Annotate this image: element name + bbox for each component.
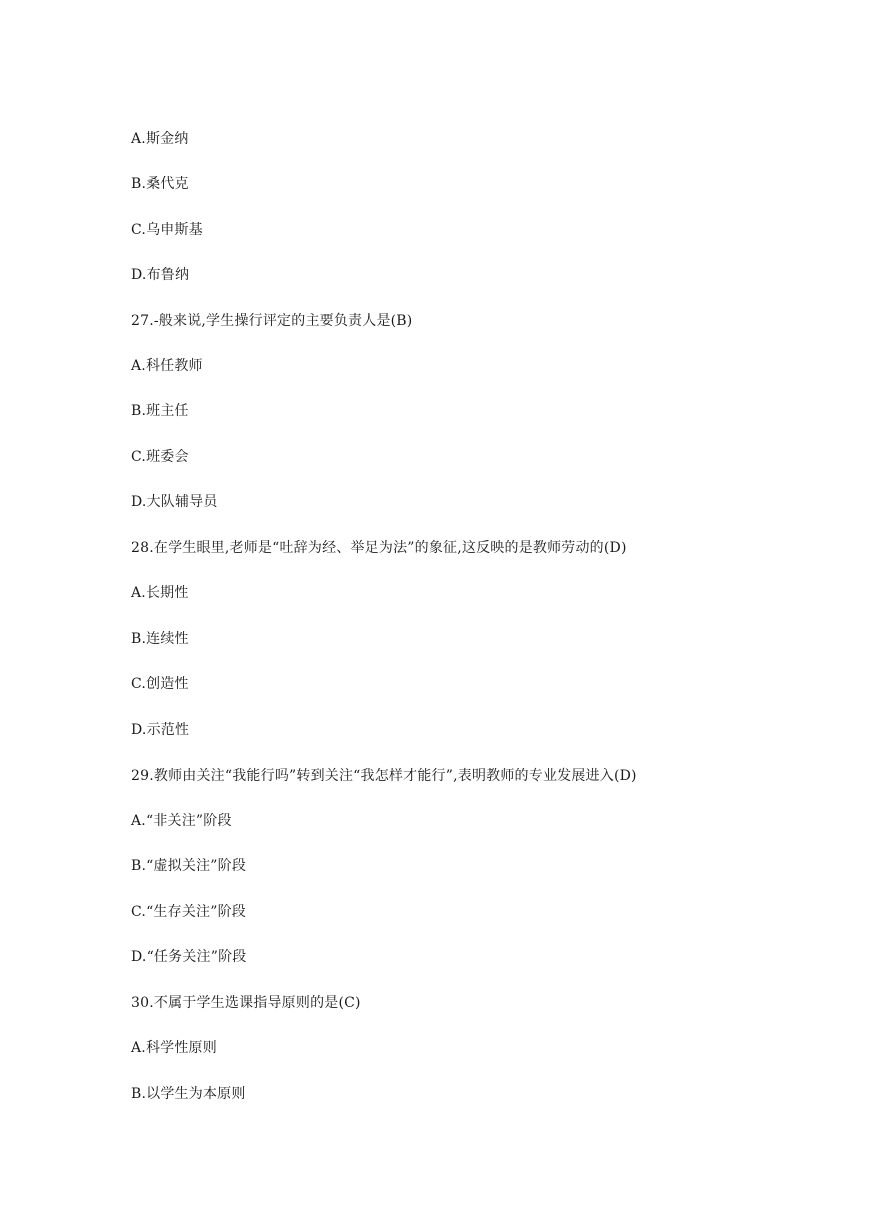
- option-b-q28: B.连续性: [131, 631, 189, 647]
- option-b-q29: B.“虚拟关注”阶段: [131, 858, 247, 874]
- question-29: 29.教师由关注“我能行吗”转到关注“我怎样才能行”,表明教师的专业发展进入(D): [131, 768, 637, 784]
- option-b-q30: B.以学生为本原则: [131, 1086, 246, 1102]
- option-d-q27: D.大队辅导员: [131, 494, 218, 510]
- question-30: 30.不属于学生选课指导原则的是(C): [131, 995, 361, 1011]
- option-d-q26: D.布鲁纳: [131, 267, 190, 283]
- option-d-q28: D.示范性: [131, 722, 190, 738]
- option-b-q26: B.桑代克: [131, 176, 189, 192]
- option-c-q29: C.“生存关注”阶段: [131, 904, 246, 920]
- option-a-q30: A.科学性原则: [131, 1040, 217, 1056]
- option-a-q26: A.斯金纳: [131, 131, 189, 147]
- option-c-q27: C.班委会: [131, 449, 189, 465]
- option-a-q29: A.“非关注”阶段: [131, 813, 232, 829]
- option-a-q27: A.科任教师: [131, 358, 203, 374]
- option-c-q28: C.创造性: [131, 676, 189, 692]
- option-a-q28: A.长期性: [131, 585, 189, 601]
- question-28: 28.在学生眼里,老师是“吐辞为经、举足为法”的象征,这反映的是教师劳动的(D): [131, 540, 627, 556]
- option-b-q27: B.班主任: [131, 403, 189, 419]
- option-c-q26: C.乌申斯基: [131, 222, 203, 238]
- question-27: 27.-般来说,学生操行评定的主要负责人是(B): [131, 313, 413, 329]
- option-d-q29: D.“任务关注”阶段: [131, 949, 247, 965]
